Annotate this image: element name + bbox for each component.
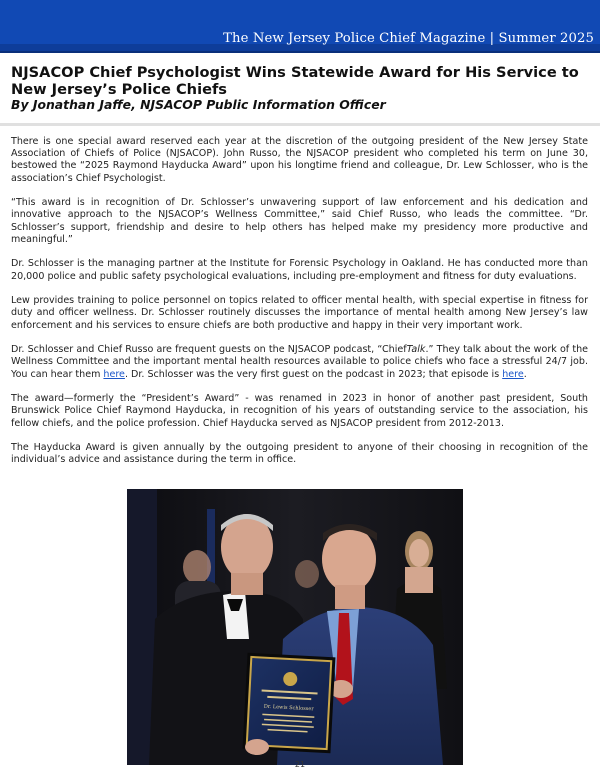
paragraph-6: The award—formerly the “President’s Award” - was renamed in 2023 in honor of another past president, South Brunswick Police Chief Raymond Hayducka, in recognition of his years of outstanding service to the association, his fellow chiefs, and the police profession. Chief Hayducka served as NJSACOP president from 2012-2013. [11, 393, 588, 429]
podcast-name-italic: Talk [406, 344, 426, 356]
paragraph-4: Lew provides training to police personnel on topics related to officer mental health, with special expertise in fitness for duty and officer wellness. Dr. Schlosser routinely discusses the importance of mental health among New Jersey’s law enforcement and his services to ensure chiefs are both productive and happy in their very important work. [11, 295, 588, 331]
plaque-name-text: Dr. Lewis Schlosser [263, 703, 314, 713]
article-headline: NJSACOP Chief Psychologist Wins Statewide Award for His Service to New Jersey’s Police Chiefs [11, 64, 579, 98]
article-body [11, 136, 588, 479]
paragraph-2: “This award is in recognition of Dr. Schlosser’s unwavering support of law enforcement and his dedication and innovative approach to the NJSACOP’s Wellness Committee,” said Chief Russo, who leads the committee. “Dr. Schlosser’s support, friendship and desire to help others has helped make my presidency more productive and meaningful.” [11, 197, 588, 245]
award-photo [127, 489, 463, 765]
p5-text-mid: .” They talk about the work of the Wellness Committee and the important mental health resources available to police chiefs who face a stressful 24/7 job. You can hear them [11, 344, 588, 380]
header-divider [0, 123, 600, 126]
award-photo-illustration [127, 489, 463, 765]
page-number: 21 [294, 760, 306, 769]
magazine-issue-title: The New Jersey Police Chief Magazine | Summer 2025 [223, 31, 594, 46]
magazine-header-banner [0, 0, 600, 53]
podcast-link-here[interactable]: here [103, 368, 125, 380]
p5-text-mid2: . Dr. Schlosser was the very first guest on the podcast in 2023; that episode is [124, 368, 503, 380]
p5-text-end: . [523, 368, 527, 380]
p5-text-start: Dr. Schlosser and Chief Russo are frequent guests on the NJSACOP podcast, “Chief [11, 344, 407, 356]
paragraph-3: Dr. Schlosser is the managing partner at the Institute for Forensic Psychology in Oakland. He has conducted more than 20,000 police and public safety psychological evaluations, including pre-employment and fitness for duty evaluations. [11, 258, 588, 282]
episode-link-here[interactable]: here [502, 368, 524, 380]
paragraph-7: The Hayducka Award is given annually by the outgoing president to anyone of their choosing in recognition of the individual’s advice and assistance during the term in office. [11, 442, 588, 466]
article-byline: By Jonathan Jaffe, NJSACOP Public Information Officer [11, 97, 386, 112]
paragraph-5 [11, 344, 588, 381]
paragraph-1: There is one special award reserved each year at the discretion of the outgoing president of the New Jersey State Association of Chiefs of Police (NJSACOP). John Russo, the NJSACOP president who completed his term on June 30, bestowed the “2025 Raymond Hayducka Award” upon his longtime friend and colleague, Dr. Lew Schlosser, who is the association’s Chief Psychologist. [11, 136, 588, 184]
